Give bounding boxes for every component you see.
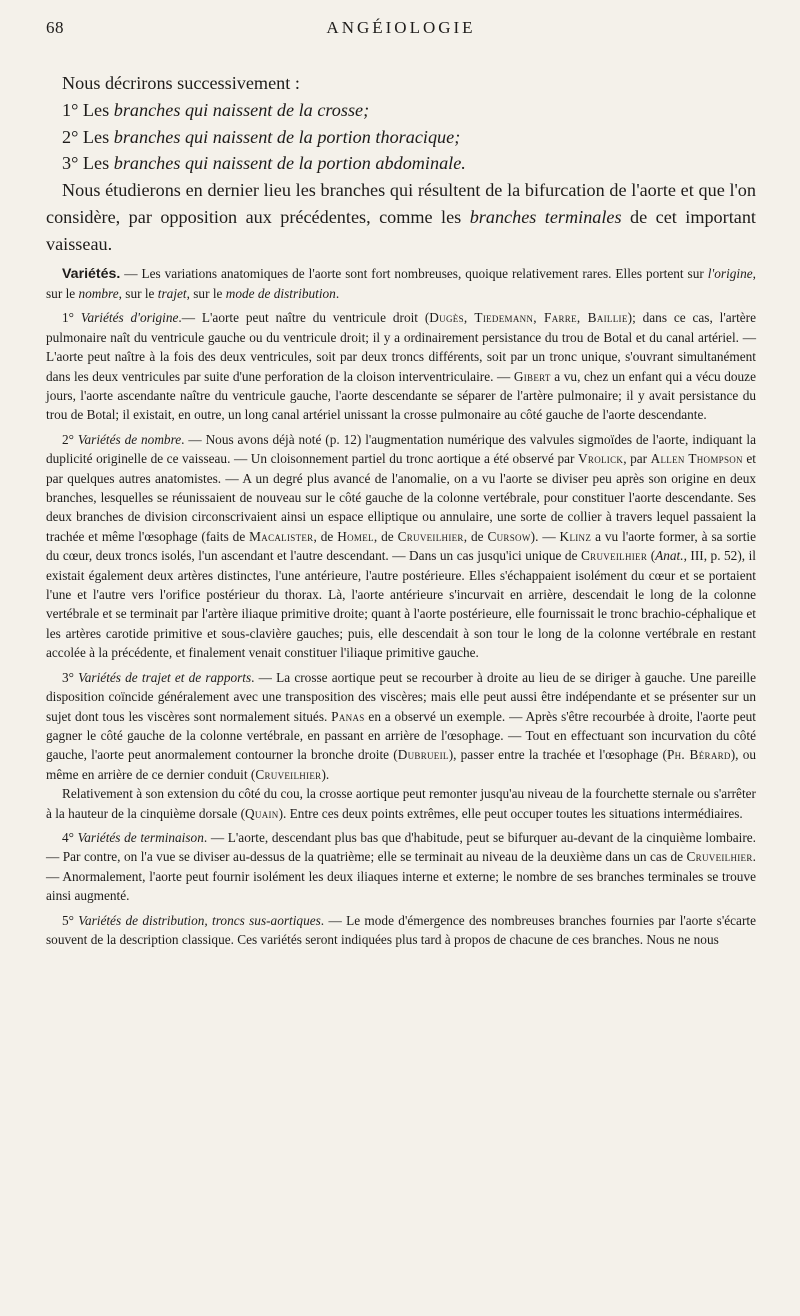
text-run: Variétés de terminaison bbox=[77, 829, 204, 845]
text-run: , sur le bbox=[118, 285, 158, 301]
text-run: nombre bbox=[78, 285, 119, 301]
text-run: . — Le mode d'émergence des nombreuses branches fournies par l'aorte s'écarte souvent de la description classique. Ces variétés seront indiquées plus tard à propos de chacune de ces branches. Nous ne nous bbox=[46, 912, 756, 947]
text-run: ). — bbox=[530, 528, 560, 544]
text-run: Macalister bbox=[249, 528, 314, 544]
text-run: l'origine bbox=[707, 265, 753, 281]
text-run: ); dans ce cas, l'artère pulmonaire naît du ventricule gauche ou du ventricule droit; il y a ordinairement persistance du trou de Botal et du canal artériel. — L'aorte peut naître à la fois des deux ventricules, soit par deux troncs différents, soit par un tronc unique, s'ouvrant simultanément dans les deux ventricules par suite d'une perforation de la cloison interventriculaire. — bbox=[46, 310, 756, 384]
text-run: Quain bbox=[245, 805, 279, 821]
terminal-branches-paragraph bbox=[46, 177, 756, 257]
text-run: Variétés de trajet et de rapports bbox=[78, 669, 252, 685]
distribution-variations-paragraph bbox=[46, 911, 756, 950]
text-run: ( bbox=[647, 548, 656, 564]
text-run: , par bbox=[623, 451, 651, 467]
text-run: , III, p. 52), il existait également deux artères distinctes, l'une antérieure, l'autre postérieure. Elles s'échappaient isolément du cœur et se portaient l'une et l'autre vers l'orifice postérieur du thorax. Là, l'aorte antérieure s'incurvait en arrière, descendait le long de la colonne vertébrale et se terminait par l'artère iliaque primitive droite; quant à l'aorte postérieure, elle fournissait le tronc brachio-céphalique et les artères carotide primitive et sous-clavière gauches; puis, elle descendait à son tour le long de la colonne vertébrale en restant accolée à la précédente, et finalement venait constituer l'iliaque primitive gauche. bbox=[46, 548, 756, 661]
text-run: , de bbox=[313, 528, 338, 544]
text-run: Relativement à son extension du côté du cou, la crosse aortique peut remonter jusqu'au niveau de la fourchette sternale ou s'arrêter à la hauteur de la cinquième dorsale ( bbox=[46, 786, 756, 821]
text-run: Ph. Bérard bbox=[666, 747, 731, 763]
text-run: Cruveilhier bbox=[581, 548, 648, 564]
text-run: 2° bbox=[62, 126, 79, 147]
text-run: , sur le bbox=[46, 265, 756, 301]
text-run: Les bbox=[82, 126, 110, 147]
text-run: de cet important vaisseau. bbox=[46, 206, 756, 254]
text-run: Homel bbox=[337, 528, 374, 544]
text-run: . — La crosse aortique peut se recourber à droite au lieu de se diriger à gauche. Une pareille disposition coïncide généralement avec une transposition des viscères; mais elle peut aussi être indépendante et se présenter sur un sujet dont tous les viscères sont normalement situés. bbox=[46, 669, 756, 724]
page-number: 68 bbox=[46, 18, 64, 37]
page-header bbox=[46, 0, 756, 60]
intro-line: Nous décrirons successivement : bbox=[62, 73, 300, 93]
extension-paragraph bbox=[46, 784, 756, 823]
text-run: . bbox=[335, 285, 340, 301]
text-run: , de bbox=[373, 528, 398, 544]
text-run: Dugès, Tiedemann, Farre, Baillie bbox=[429, 310, 628, 326]
text-run: ), ou même en arrière de ce dernier conduit ( bbox=[46, 747, 756, 782]
origin-variations-paragraph bbox=[46, 308, 756, 424]
text-run: Nous étudierons en dernier lieu les branches qui résultent de la bifurcation de l'aorte et que l'on considère, par opposition aux précédentes, comme les bbox=[46, 180, 756, 227]
text-run: . — Anormalement, l'aorte peut fournir isolément les deux iliaques interne et externe; le nombre de ses branches terminales se trouve ainsi augmenté. bbox=[46, 849, 756, 904]
text-run: , de bbox=[463, 528, 488, 544]
text-run: Allen Thompson bbox=[650, 451, 743, 467]
text-run: . — Nous avons déjà noté (p. 12) l'augmentation numérique des valvules sigmoïdes de l'aorte, indiquant la duplicité originelle de ce vaisseau. — Un cloisonnement partiel du tronc aortique a été observé par bbox=[46, 431, 756, 467]
running-head: ANGÉIOLOGIE bbox=[326, 18, 476, 37]
intro-section bbox=[62, 70, 756, 177]
text-run: branches qui naissent de la portion abdominale. bbox=[113, 153, 466, 174]
text-run: 1° bbox=[62, 99, 79, 120]
text-run: a vu l'aorte former, à sa sortie du cœur, deux troncs isolés, l'un ascendant et l'autre descendant. — Dans un cas jusqu'ici unique de bbox=[46, 528, 756, 564]
course-variations-paragraph bbox=[46, 668, 756, 784]
text-run: ). Entre ces deux points extrêmes, elle peut occuper toutes les situations intermédiaires. bbox=[278, 805, 743, 821]
text-run: Dubrueil bbox=[397, 747, 449, 763]
text-run: 1° bbox=[62, 310, 81, 326]
number-variations-paragraph bbox=[46, 430, 756, 663]
text-run: Cruveilhier bbox=[686, 849, 753, 865]
text-run: Vrolick bbox=[578, 451, 624, 467]
text-run: 5° bbox=[62, 912, 79, 928]
text-run: ), passer entre la trachée et l'œsophage ( bbox=[448, 747, 667, 763]
text-run: trajet bbox=[157, 285, 187, 301]
varietes-paragraph bbox=[46, 264, 756, 304]
text-run: a vu, chez un enfant qui a vécu douze jours, l'aorte ascendante naître du ventricule gauche, l'aorte descendante se séparer de l'artère pulmonaire; il y avait persistance du trou de Botal; il existait, en outre, un long canal artériel unissant la crosse pulmonaire au côté gauche de l'aorte descendante. bbox=[46, 368, 756, 423]
text-run: Les bbox=[82, 153, 110, 174]
text-run: Panas bbox=[331, 708, 365, 724]
text-run: branches qui naissent de la crosse; bbox=[113, 99, 370, 120]
text-run: ). bbox=[321, 766, 330, 782]
list-item bbox=[62, 124, 756, 151]
text-run: . — L'aorte, descendant plus bas que d'habitude, peut se bifurquer au-devant de la cinquième lombaire.— Par contre, on l'a vue se diviser au-dessus de la quatrième; elle se terminait au niveau de la deuxième dans un cas de bbox=[46, 829, 756, 865]
text-run: 3° bbox=[62, 153, 79, 174]
text-run: Variétés d'origine bbox=[80, 310, 179, 326]
text-run: Klinz bbox=[559, 528, 592, 544]
termination-variations-paragraph bbox=[46, 828, 756, 906]
text-run: Gibert bbox=[513, 368, 551, 384]
text-run: branches qui naissent de la portion thoracique; bbox=[113, 126, 461, 147]
text-run: Cruveilhier bbox=[255, 766, 322, 782]
text-run: .— L'aorte peut naître du ventricule droit ( bbox=[178, 310, 430, 326]
text-run: 4° bbox=[62, 829, 78, 845]
text-run: Variétés de nombre bbox=[77, 431, 182, 447]
list-item bbox=[62, 97, 756, 124]
text-run: — Les variations anatomiques de l'aorte sont fort nombreuses, quoique relativement rares. Elles portent sur bbox=[120, 265, 708, 281]
text-run: Les bbox=[82, 99, 110, 120]
text-run: et par quelques autres anatomistes. — A un degré plus avancé de l'anomalie, on a vu l'aorte se diviser peu après son origine en deux branches, lesquelles se réunissaient de nouveau sur le côté gauche de la colonne vertébrale, pour constituer l'aorte descendante. Ses deux branches de division circonscrivaient ainsi un espace elliptique ou annulaire, une sorte de collier à travers lequel passaient la trachée et même l'œsophage (faits de bbox=[46, 451, 757, 544]
text-run: mode de distribution bbox=[225, 285, 336, 301]
text-run: Cursow bbox=[487, 528, 531, 544]
text-run: 2° bbox=[62, 431, 78, 447]
varietes-heading: Variétés. bbox=[62, 265, 121, 282]
text-run: 3° bbox=[62, 669, 79, 685]
text-run: Anat. bbox=[655, 548, 684, 564]
list-item bbox=[62, 150, 756, 177]
text-run: , sur le bbox=[186, 285, 226, 301]
text-run: Cruveilhier bbox=[397, 528, 464, 544]
text-run: en a observé un exemple. — Après s'être recourbée à droite, l'aorte peut gagner le côté gauche de la colonne vertébrale, en passant en arrière de l'œsophage. — Tout en effectuant son incurvation du côté gauche, l'aorte peut anormalement contourner la bronche droite ( bbox=[46, 708, 756, 763]
text-run: branches terminales bbox=[469, 206, 622, 227]
text-run: Variétés de distribution, troncs sus-aortiques bbox=[78, 912, 321, 928]
